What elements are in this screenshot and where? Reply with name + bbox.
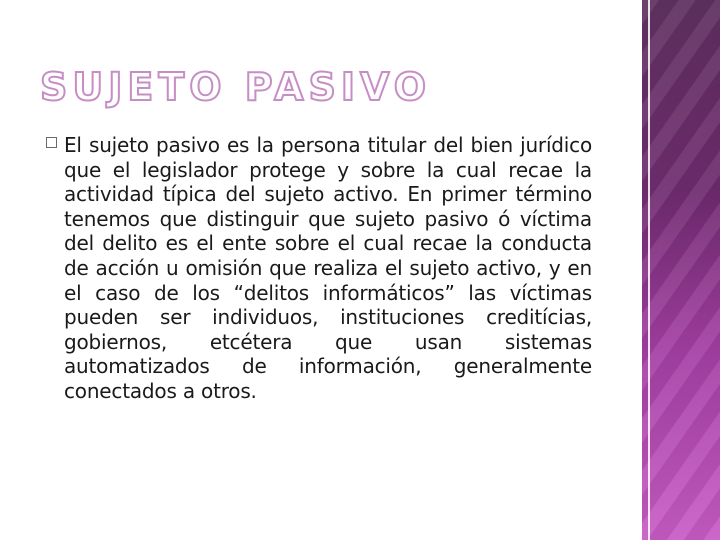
slide-title: SUJETO PASIVO — [40, 65, 432, 109]
bullet-item — [46, 133, 592, 404]
decorative-side-panel — [642, 0, 720, 540]
bullet-paragraph: El sujeto pasivo es la persona titular del bien jurídico que el legislador protege y sobre la cual recae la actividad típica del sujeto activo. En primer término tenemos que distinguir que sujeto pasivo ó víctima del delito es el ente sobre el cual recae la conducta de acción u omisión que realiza el sujeto activo, y en el caso de los “delitos informáticos” las víctimas pueden ser individuos, instituciones creditícias, gobiernos, etcétera que usan sistemas automatizados de información, generalmente conectados a otros. — [64, 133, 592, 403]
square-bullet-icon — [46, 137, 57, 148]
side-panel-divider — [648, 0, 650, 540]
